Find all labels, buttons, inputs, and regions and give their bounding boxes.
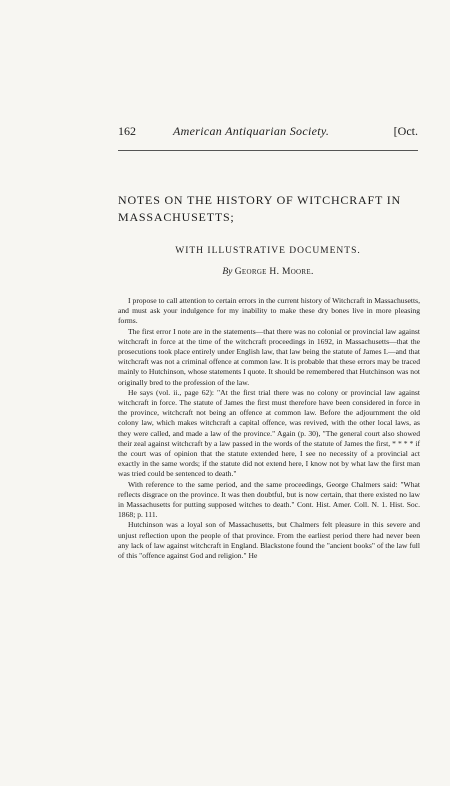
journal-title: American Antiquarian Society. — [173, 124, 330, 138]
byline — [118, 267, 418, 277]
header-rule — [118, 150, 418, 151]
paragraph: With reference to the same period, and the same proceedings, George Chalmers said: "What reflects disgrace on the province. It was then doubtful, but is now certain, that there existed no law in Massachusetts for putting supposed witches to death." Cont. Hist. Amer. Coll. N. 1. Hist. Soc. 1868; p. 111. — [118, 479, 420, 520]
article-title: NOTES ON THE HISTORY OF WITCHCRAFT IN MASSACHUSETTS; — [118, 193, 401, 224]
paragraph: The first error I note are in the statements—that there was no colonial or provincial law against witchcraft in force at the time of the witchcraft proceedings in 1692, in Massachusetts—that the prosecutions took place entirely under English law, that law being the statute of James I.—and that witchcraft was not a criminal offence at common law. It is probable that these errors may be traced mainly to Hutchinson, whose statements I quote. It should be remembered that Hutchinson was not originally bred to the profession of the law. — [118, 326, 420, 387]
page-number: 162 — [118, 124, 136, 138]
running-header — [118, 124, 418, 142]
byline-prefix: By — [222, 267, 233, 277]
author-name: George H. Moore. — [234, 267, 314, 277]
article-subtitle: WITH ILLUSTRATIVE DOCUMENTS. — [175, 246, 361, 256]
paragraph: He says (vol. ii., page 62): "At the first trial there was no colony or provincial law against witchcraft in force. The statute of James the first must therefore have been considered in force in the province, witchcraft not being an offence at common law. Before the adjournment the old colony law, which makes witchcraft a capital offence, was revived, with the other local laws, as they were called, and made a law of the province." Again (p. 30), "The general court also showed their zeal against witchcraft by a law passed in the words of the statute of James the first, * * * * if the court was of opinion that the statute extended here, I see no necessity of a provincial act exactly in the same words; if the statute did not extend here, I know not by what law the first man was tried could be sentenced to death." — [118, 387, 420, 479]
paragraph: Hutchinson was a loyal son of Massachusetts, but Chalmers felt pleasure in this severe and unjust reflection upon the people of that province. From the earliest period there had never been any lack of law against witchcraft in England. Blackstone found the "ancient books" of the law full of this "offence against God and religion." He — [118, 520, 420, 561]
issue-month: [Oct. — [393, 124, 418, 138]
paragraph: I propose to call attention to certain errors in the current history of Witchcraft in Massachusetts, and must ask your indulgence for my inability to make these dry bones live in more pleasing forms. — [118, 296, 420, 326]
article-body — [118, 296, 420, 561]
